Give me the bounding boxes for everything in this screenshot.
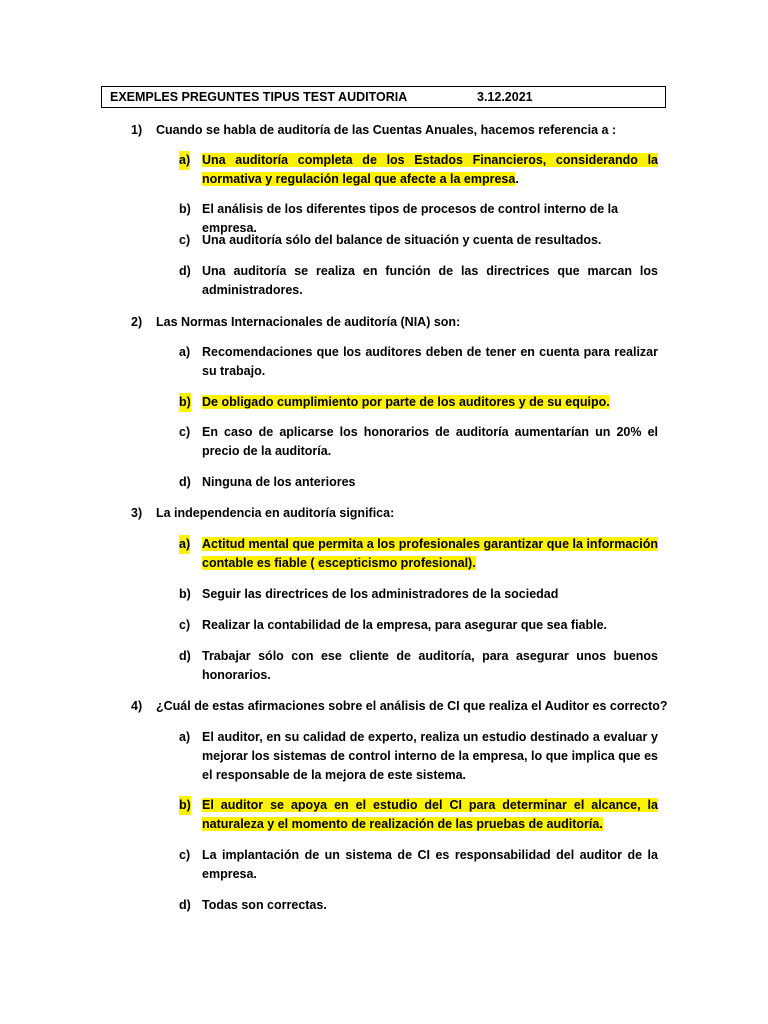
option-letter: b): [179, 202, 191, 216]
question-text: Cuando se habla de auditoría de las Cuentas Anuales, hacemos referencia a :: [156, 123, 617, 137]
option-text: Realizar la contabilidad de la empresa, para asegurar que sea fiable.: [202, 618, 608, 632]
option-text: Una auditoría sólo del balance de situación y cuenta de resultados.: [202, 233, 602, 247]
option-trailing-punctuation: .: [515, 172, 519, 186]
option-letter: d): [179, 475, 191, 489]
option-letter: d): [179, 649, 191, 663]
option-letter: b): [179, 393, 191, 412]
document-title: EXEMPLES PREGUNTES TIPUS TEST AUDITORIA: [110, 90, 408, 104]
option-text: [202, 535, 658, 573]
option-letter: a): [179, 535, 190, 554]
option-text: Todas son correctas.: [202, 898, 327, 912]
option-text: Una auditoría se realiza en función de las directrices que marcan los administradores.: [202, 264, 658, 297]
option-letter: c): [179, 618, 191, 632]
option-text: El análisis de los diferentes tipos de procesos de control interno de la empresa.: [202, 202, 619, 235]
option-text: [202, 151, 658, 189]
option-text: Recomendaciones que los auditores deben de tener en cuenta para realizar su trabajo.: [202, 345, 658, 378]
correct-answer-highlight: El auditor se apoya en el estudio del CI para determinar el alcance, la naturaleza y el momento de realización de las pruebas de auditoría.: [202, 798, 658, 831]
option-text: En caso de aplicarse los honorarios de auditoría aumentarían un 20% el precio de la auditoría.: [202, 425, 658, 458]
question-text: Las Normas Internacionales de auditoría (NIA) son:: [156, 315, 461, 329]
correct-answer-highlight: Actitud mental que permita a los profesionales garantizar que la información contable es fiable ( escepticismo profesional).: [202, 537, 658, 570]
question-number: 3): [131, 506, 143, 520]
option-letter: b): [179, 796, 191, 815]
option-letter: d): [179, 264, 191, 278]
option-letter: a): [179, 345, 191, 359]
correct-answer-highlight: De obligado cumplimiento por parte de los auditores y de su equipo.: [202, 395, 610, 409]
option-letter: a): [179, 151, 190, 170]
option-letter: c): [179, 233, 191, 247]
question-number: 2): [131, 315, 143, 329]
option-letter: c): [179, 425, 191, 439]
option-text: Trabajar sólo con ese cliente de auditoría, para asegurar unos buenos honorarios.: [202, 649, 658, 682]
option-text: El auditor, en su calidad de experto, realiza un estudio destinado a evaluar y mejorar los sistemas de control interno de la empresa, lo que implica que es el responsable de la mejora de este sistema.: [202, 730, 658, 782]
correct-answer-highlight: Una auditoría completa de los Estados Financieros, considerando la normativa y regulación legal que afecte a la empresa: [202, 153, 658, 186]
option-letter: a): [179, 730, 191, 744]
header-box: [101, 86, 666, 108]
question-number: 4): [131, 699, 143, 713]
option-text: Seguir las directrices de los administradores de la sociedad: [202, 587, 559, 601]
option-text: Ninguna de los anteriores: [202, 475, 356, 489]
option-letter: c): [179, 848, 191, 862]
option-text: [202, 393, 658, 412]
question-number: 1): [131, 123, 143, 137]
option-letter: d): [179, 898, 191, 912]
option-letter: b): [179, 587, 191, 601]
question-text: ¿Cuál de estas afirmaciones sobre el análisis de CI que realiza el Auditor es correcto?: [156, 699, 668, 713]
document-date: 3.12.2021: [477, 90, 533, 104]
option-text: La implantación de un sistema de CI es responsabilidad del auditor de la empresa.: [202, 848, 658, 881]
question-text: La independencia en auditoría significa:: [156, 506, 395, 520]
option-text: [202, 796, 658, 834]
